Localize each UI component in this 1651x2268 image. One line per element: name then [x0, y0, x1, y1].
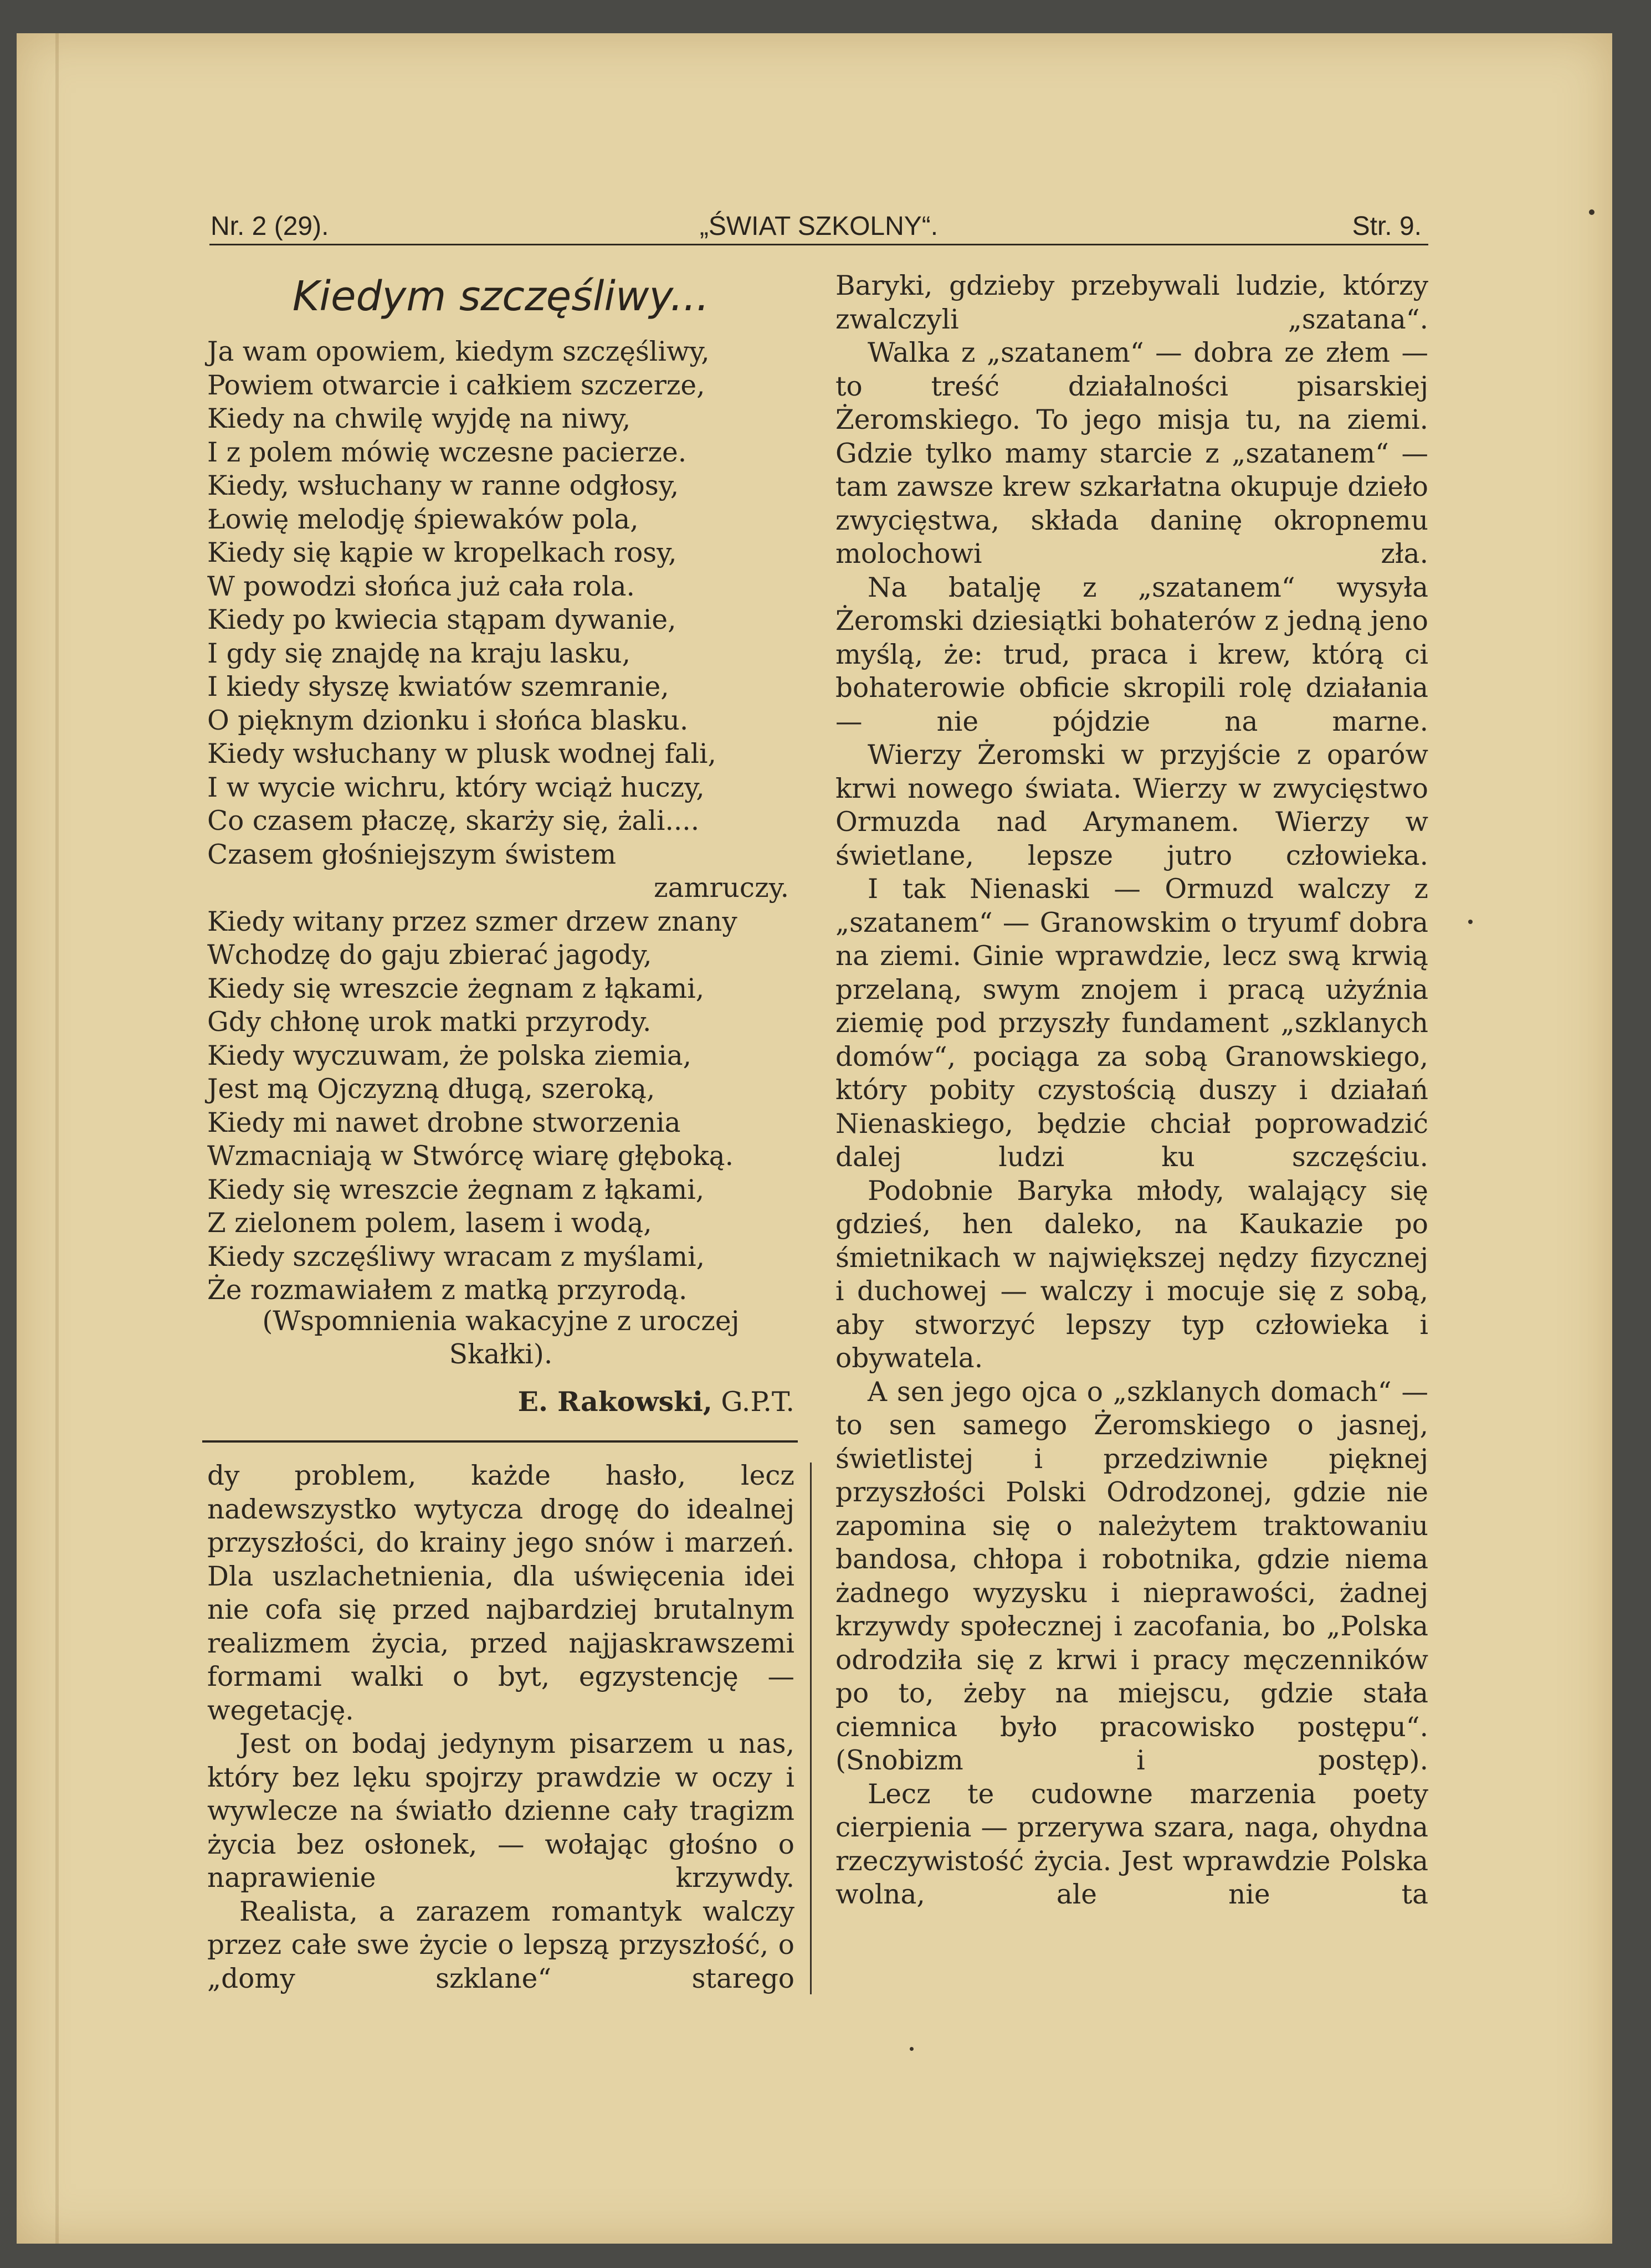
poem-author — [207, 1385, 800, 1419]
poem-note — [207, 1305, 794, 1371]
poem-line: Co czasem płaczę, skarży się, żali.... — [207, 805, 700, 837]
poem-note-line: (Wspomnienia wakacyjne z uroczej — [262, 1306, 740, 1337]
poem-line: Jest mą Ojczyzną długą, szeroką, — [207, 1074, 655, 1105]
article-paragraph: I tak Nienaski — Ormuzd walczy z „szatanem“ — Granowskim o tryumf dobra na ziemi. Ginie wprawdzie, lecz swą krwią przelaną, swym znojem i pracą użyźnia ziemię pod przyszły fundament „szklanych domów“, pociąga za sobą Granowskiego, który pobity czystością duszy i działań Nienaskiego, będzie chciał poprowadzić dalej ludzi ku szczęściu. — [835, 874, 1428, 1173]
page-header — [209, 205, 1428, 245]
issue-number: Nr. 2 (29). — [211, 212, 329, 241]
poem-line: O pięknym dzionku i słońca blasku. — [207, 705, 689, 736]
poem-line: Wchodzę do gaju zbierać jagody, — [207, 940, 652, 971]
poem-line: I kiedy słyszę kwiatów szemranie, — [207, 671, 669, 702]
article-paragraph: dy problem, każde hasło, lecz nadewszystko wytycza drogę do idealnej przyszłości, do krainy jego snów i marzeń. Dla uszlachetnienia, dla uświęcenia idei nie cofa się przed najbardziej brutalnym realizmem życia, przed najjaskrawszemi formami walki o byt, egzystencję — wegetację. — [207, 1460, 794, 1726]
poem-line: I gdy się znajdę na kraju lasku, — [207, 638, 631, 669]
poem-title: Kiedym szczęśliwy... — [292, 273, 710, 320]
ink-speck — [1589, 209, 1594, 215]
poem-line: Kiedy witany przez szmer drzew znany — [207, 906, 737, 937]
column-divider — [810, 1463, 812, 1994]
article-left-column — [207, 1459, 794, 1995]
poem-line: Kiedy na chwilę wyjdę na niwy, — [207, 403, 631, 434]
poem-line: Z zielonem polem, lasem i wodą, — [207, 1208, 652, 1239]
poem-body — [207, 335, 794, 1307]
poem-line: Kiedy, wsłuchany w ranne odgłosy, — [207, 470, 679, 501]
poem-line: Że rozmawiałem z matką przyrodą. — [207, 1275, 688, 1306]
article-paragraph: Wierzy Żeromski w przyjście z oparów krwi nowego świata. Wierzy w zwycięstwo Ormuzda nad Arymanem. Wierzy w świetlane, lepsze jutro człowieka. — [835, 740, 1428, 871]
poem-line: zamruczy. — [654, 873, 789, 904]
poem-note-line: Skałki). — [449, 1339, 553, 1370]
poem-line: Kiedy po kwiecia stąpam dywanie, — [207, 604, 676, 635]
poem-line: Kiedy się wreszcie żegnam z łąkami, — [207, 1174, 705, 1205]
poem-line: Kiedy się kąpie w kropelkach rosy, — [207, 537, 677, 568]
poem-line: Kiedy mi nawet drobne stworzenia — [207, 1107, 681, 1138]
author-name: E. Rakowski, — [517, 1386, 712, 1418]
poem-line: Kiedy się wreszcie żegnam z łąkami, — [207, 973, 705, 1004]
article-paragraph: Walka z „szatanem“ — dobra ze złem — to treść działalności pisarskiej Żeromskiego. To jego misja tu, na ziemi. Gdzie tylko mamy starcie z „szatanem“ — tam zawsze krew szkarłatna okupuje dzieło zwycięstwa, składa daninę okropnemu molochowi zła. — [835, 337, 1428, 569]
poem-line: Powiem otwarcie i całkiem szczerze, — [207, 370, 705, 401]
poem-line: Gdy chłonę urok matki przyrody. — [207, 1007, 652, 1038]
publication-title: „ŚWIAT SZKOLNY“. — [699, 212, 939, 241]
poem-line: Wzmacniają w Stwórcę wiarę głęboką. — [207, 1141, 734, 1172]
poem-line: Kiedy wyczuwam, że polska ziemia, — [207, 1040, 692, 1071]
section-divider — [202, 1440, 798, 1443]
poem-line: Kiedy szczęśliwy wracam z myślami, — [207, 1241, 705, 1272]
poem-line: Czasem głośniejszym świstem — [207, 839, 617, 870]
page-number: Str. 9. — [1352, 212, 1422, 241]
poem-line: I z polem mówię wczesne pacierze. — [207, 437, 687, 468]
poem-line: Łowię melodję śpiewaków pola, — [207, 504, 639, 535]
poem-line: Ja wam opowiem, kiedym szczęśliwy, — [207, 336, 710, 367]
poem-line: I w wycie wichru, który wciąż huczy, — [207, 772, 705, 803]
poem-line: Kiedy wsłuchany w plusk wodnej fali, — [207, 738, 716, 769]
poem-line: W powodzi słońca już cała rola. — [207, 571, 635, 602]
article-paragraph: Baryki, gdzieby przebywali ludzie, którzy zwalczyli „szatana“. — [835, 270, 1428, 335]
ink-speck — [1468, 920, 1473, 924]
article-paragraph: Realista, a zarazem romantyk walczy przez całe swe życie o lepszą przyszłość, o „domy szklane“ starego — [207, 1896, 794, 1994]
article-paragraph: A sen jego ojca o „szklanych domach“ — to sen samego Żeromskiego o jasnej, świetlistej i przedziwnie pięknej przyszłości Polski Odrodzonej, gdzie nie zapomina się o należytem traktowaniu bandosa, chłopa i robotnika, gdzie niema żadnego wyzysku i nieprawości, żadnej krzywdy społecznej i zacofania, bo „Polska odrodziła się z krwi i pracy męczenników po to, żeby na miejscu, gdzie stała ciemnica było pracowisko postępu“. (Snobizm i postęp). — [835, 1376, 1428, 1776]
article-right-column — [835, 269, 1428, 1912]
author-suffix: G.P.T. — [712, 1386, 794, 1418]
ink-speck — [910, 2047, 914, 2051]
article-paragraph: Podobnie Baryka młody, walający się gdzieś, hen daleko, na Kaukazie po śmietnikach w największej nędzy fizycznej i duchowej — walczy i mocuje się z sobą, aby stworzyć lepszy typ człowieka i obywatela. — [835, 1175, 1428, 1374]
article-paragraph: Na batalję z „szatanem“ wysyła Żeromski dziesiątki bohaterów z jedną jeno myślą, że: trud, praca i krew, którą ci bohaterowie obficie skropili rolę działania — nie pójdzie na marne. — [835, 572, 1428, 737]
article-paragraph: Jest on bodaj jedynym pisarzem u nas, który bez lęku spojrzy prawdzie w oczy i wywlecze na światło dzienne cały tragizm życia bez osłonek, — wołając głośno o naprawienie krzywdy. — [207, 1728, 794, 1894]
article-paragraph: Lecz te cudowne marzenia poety cierpienia — przerywa szara, naga, ohydna rzeczywistość życia. Jest wprawdzie Polska wolna, ale nie ta — [835, 1778, 1428, 1910]
